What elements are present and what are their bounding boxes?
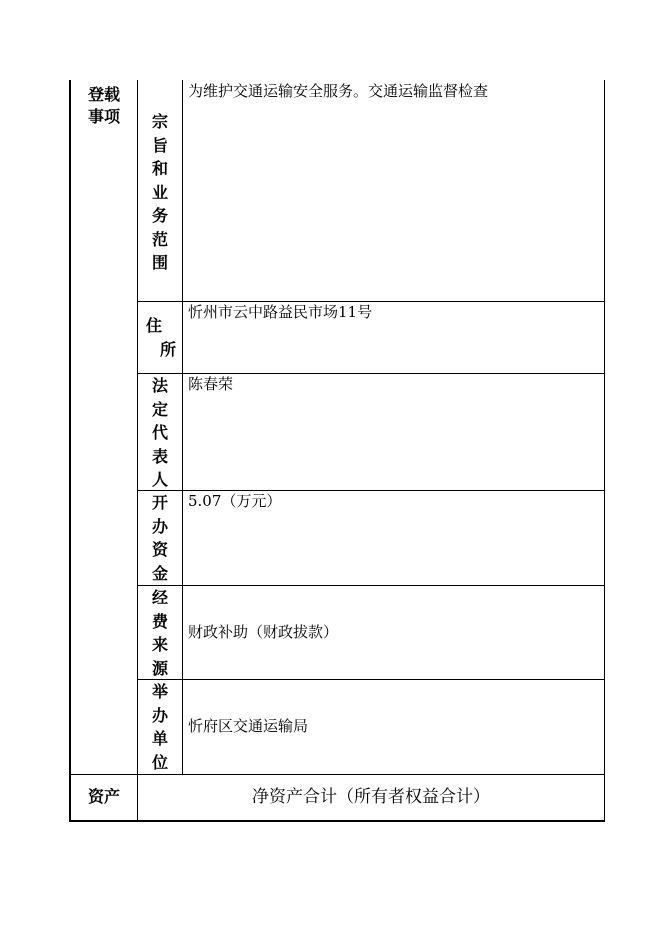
startup-capital-value: 5.07（万元） xyxy=(188,492,282,510)
table-border-bottom xyxy=(69,820,605,822)
assets-label: 资产 xyxy=(87,787,120,806)
startup-capital-label: 开 办 资 金 xyxy=(151,493,168,583)
column-divider-2 xyxy=(182,80,183,774)
sponsor-unit-value: 忻府区交通运输局 xyxy=(188,717,309,735)
net-assets-header: 净资产合计（所有者权益合计） xyxy=(252,787,490,807)
funding-source-value: 财政补助（财政拔款） xyxy=(188,623,339,641)
row-divider-assets xyxy=(69,774,605,775)
legal-representative-value: 陈春荣 xyxy=(188,375,234,393)
funding-source-label: 经 费 来 源 xyxy=(151,588,168,678)
row-divider xyxy=(137,679,605,680)
table-border-left xyxy=(69,80,71,822)
row-divider xyxy=(137,585,605,586)
sponsor-unit-label: 举 办 单 位 xyxy=(151,682,168,772)
purpose-scope-label: 宗 旨 和 业 务 范 围 xyxy=(151,112,168,272)
legal-representative-label: 法 定 代 表 人 xyxy=(151,376,168,489)
address-value: 忻州市云中路益民市场11号 xyxy=(188,303,373,321)
registration-items-label: 登载 事项 xyxy=(87,85,120,126)
address-label: 住 所 xyxy=(146,316,176,359)
purpose-scope-value: 为维护交通运输安全服务。交通运输监督检查 xyxy=(188,82,489,100)
table-border-right xyxy=(604,80,605,822)
